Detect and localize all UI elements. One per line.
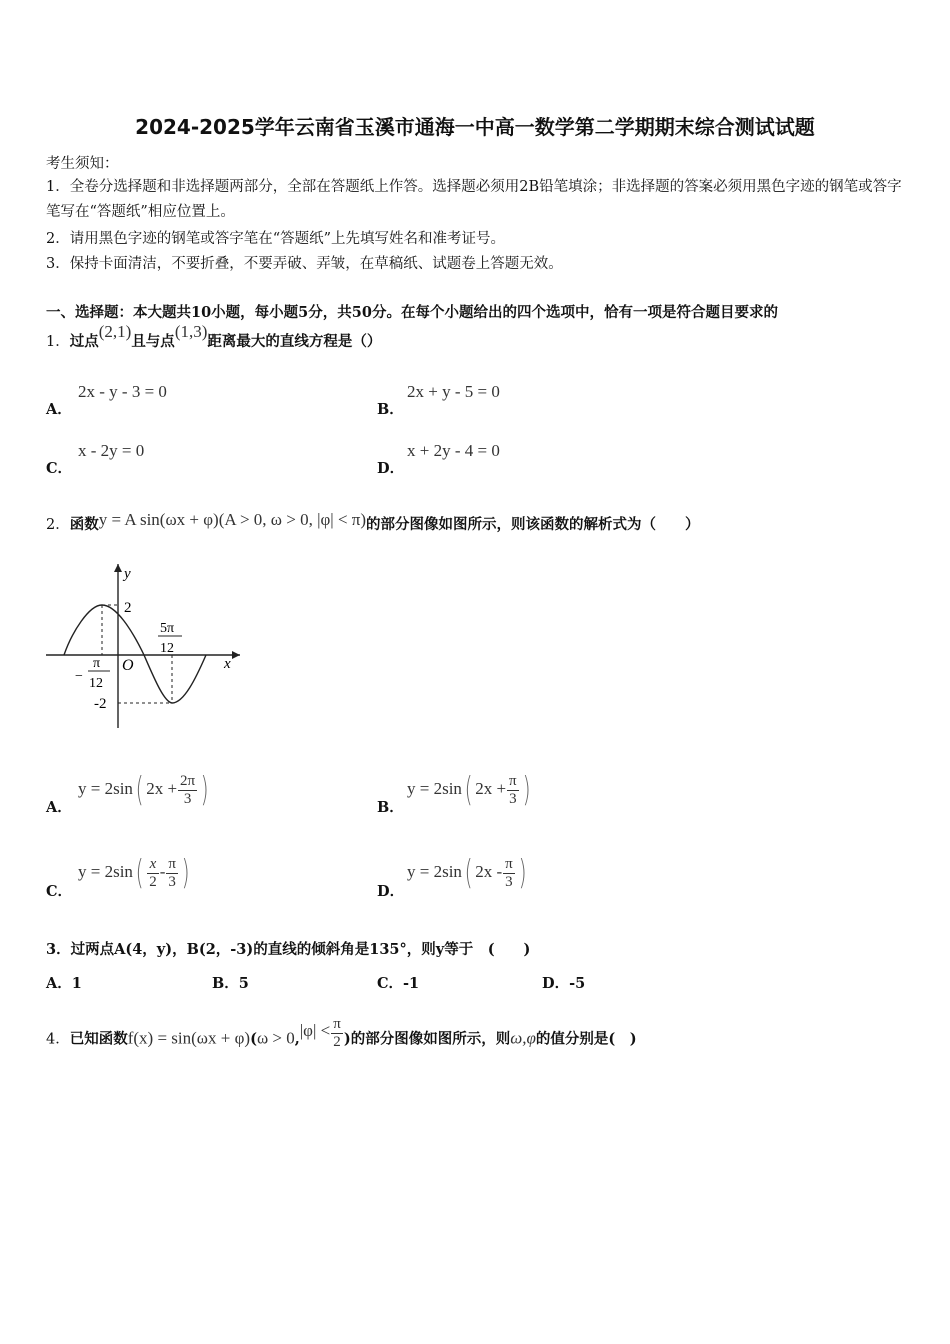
q2-text-1: 函数 [69,516,99,533]
q2-b-den: 3 [509,790,517,807]
q2-number: 2． [46,517,70,533]
q1-option-c-label: C． [46,460,73,477]
q1-text-3: 距离最大的直线方程是（） [207,333,382,350]
q2-c-num2: π [168,855,176,872]
q2-b-prefix: y = 2sin [407,778,462,798]
q3-option-d: D．-5 [542,975,586,992]
q2-c-den2: 3 [168,873,176,890]
q2-a-prefix: y = 2sin [78,778,133,798]
q1-point-2: (1,3) [174,322,208,341]
sine-curve [64,605,206,703]
notice-heading: 考生须知： [46,156,119,172]
q1-option-b: 2x + y - 5 = 0 [407,382,500,401]
q2-c-prefix: y = 2sin [78,861,133,881]
q4-text-1: 已知函数 [69,1030,128,1048]
q4-cond-omega: ω > 0 [256,1028,295,1048]
q2-d-num: π [505,855,513,872]
q2-option-a: y = 2sin( 2x + $\frac{2\pi}{3}$ ) [78,770,209,810]
q2-d-prefix: y = 2sin [407,861,462,881]
question-2 [46,510,700,534]
x2-denominator: 12 [160,641,174,656]
q2-option-c: y = 2sin( $\frac{x}{2}$ - $\frac{\pi}{3}$ ) [78,853,190,893]
q4-cond-num: π [333,1016,341,1032]
q1-option-d-label: D． [377,460,405,477]
q4-cond-phi: |φ| < [299,1020,331,1040]
y-axis-arrow-icon [114,564,122,572]
q2-c-den1: 2 [149,873,157,890]
q1-point-1: (2,1) [98,322,132,341]
page-title: 2024-2025学年云南省玉溪市通海一中高一数学第二学期期末综合测试试题 [135,115,815,139]
q4-text-4: )的部分图像如图所示，则 [343,1030,511,1048]
q2-b-num: π [509,772,517,789]
q1-option-a: 2x - y - 3 = 0 [78,382,167,401]
q4-number: 4． [46,1031,70,1048]
q2-c-num1: x [147,856,159,874]
question-3: 3．过两点A(4，y)，B(2，-3)的直线的倾斜角是135°，则y等于 ( ) [46,941,531,958]
notice-item-1: 1．全卷分选择题和非选择题两部分，全部在答题纸上作答。选择题必须用2B铅笔填涂；非选择题的答案必须用黑色字迹的钢笔或答字笔写在“答题纸”相应位置上。 [46,179,902,220]
q1-number: 1． [46,334,70,350]
max-label: 2 [124,600,132,616]
q2-option-b-label: B． [377,799,404,816]
q2-option-b: y = 2sin( 2x + $\frac{\pi}{3}$ ) [407,770,531,810]
x-axis-arrow-icon [232,651,240,659]
q4-cond-den: 2 [333,1034,341,1050]
x1-numerator: π [93,656,101,671]
q2-a-den: 3 [183,790,192,807]
q2-option-d-label: D． [377,883,405,900]
q3-option-a: A．1 [46,975,82,992]
q2-option-d: y = 2sin( 2x - $\frac{\pi}{3}$ ) [407,853,527,893]
q4-vars: ω,φ [510,1028,536,1048]
q3-option-c: C．-1 [377,975,420,992]
notice-item-3: 3．保持卡面清洁，不要折叠，不要弄破、弄皱，在草稿纸、试题卷上答题无效。 [46,256,563,272]
question-1 [46,322,382,351]
q2-a-inner: 2x + [146,778,178,798]
y-axis-label: y [124,566,131,582]
q2-text-2: 的部分图像如图所示，则该函数的解析式为（ ） [366,516,700,533]
q4-function: f(x) = sin(ωx + φ) [127,1028,251,1048]
q4-text-2: ( [250,1030,257,1048]
q1-text-1: 过点 [69,333,99,350]
q4-text-5: 的值分别是( ) [535,1030,637,1048]
q2-d-inner: 2x - [475,861,503,881]
q1-option-c: x - 2y = 0 [78,441,145,460]
x1-denominator: 12 [89,676,103,691]
q1-option-a-label: A． [46,401,72,418]
q2-d-den: 3 [505,873,513,890]
notice-item-2: 2．请用黑色字迹的钢笔或答字笔在“答题纸”上先填写姓名和准考证号。 [46,231,506,247]
q2-b-inner: 2x + [475,778,507,798]
q2-formula: y = A sin(ωx + φ)(A > 0, ω > 0, |φ| < π) [98,510,367,529]
q2-option-c-label: C． [46,883,73,900]
x1-sign: − [75,669,83,684]
q1-text-2: 且与点 [131,333,175,350]
min-label: -2 [94,696,107,712]
q1-option-d: x + 2y - 4 = 0 [407,441,500,460]
x2-numerator: 5π [160,621,175,636]
q2-c-minus: - [159,861,166,881]
q2-a-num: 2π [180,772,196,789]
q4-text-3: , [294,1030,300,1048]
section-heading: 一、选择题：本大题共10小题，每小题5分，共50分。在每个小题给出的四个选项中，恰有一项是符合题目要求的 [46,304,778,321]
question-4 [46,1016,637,1057]
x-axis-label: x [224,656,231,672]
q1-option-b-label: B． [377,401,404,418]
origin-label: O [122,657,134,674]
q3-option-b: B．5 [212,975,249,992]
q2-option-a-label: A． [46,799,72,816]
q2-graph [44,560,244,732]
